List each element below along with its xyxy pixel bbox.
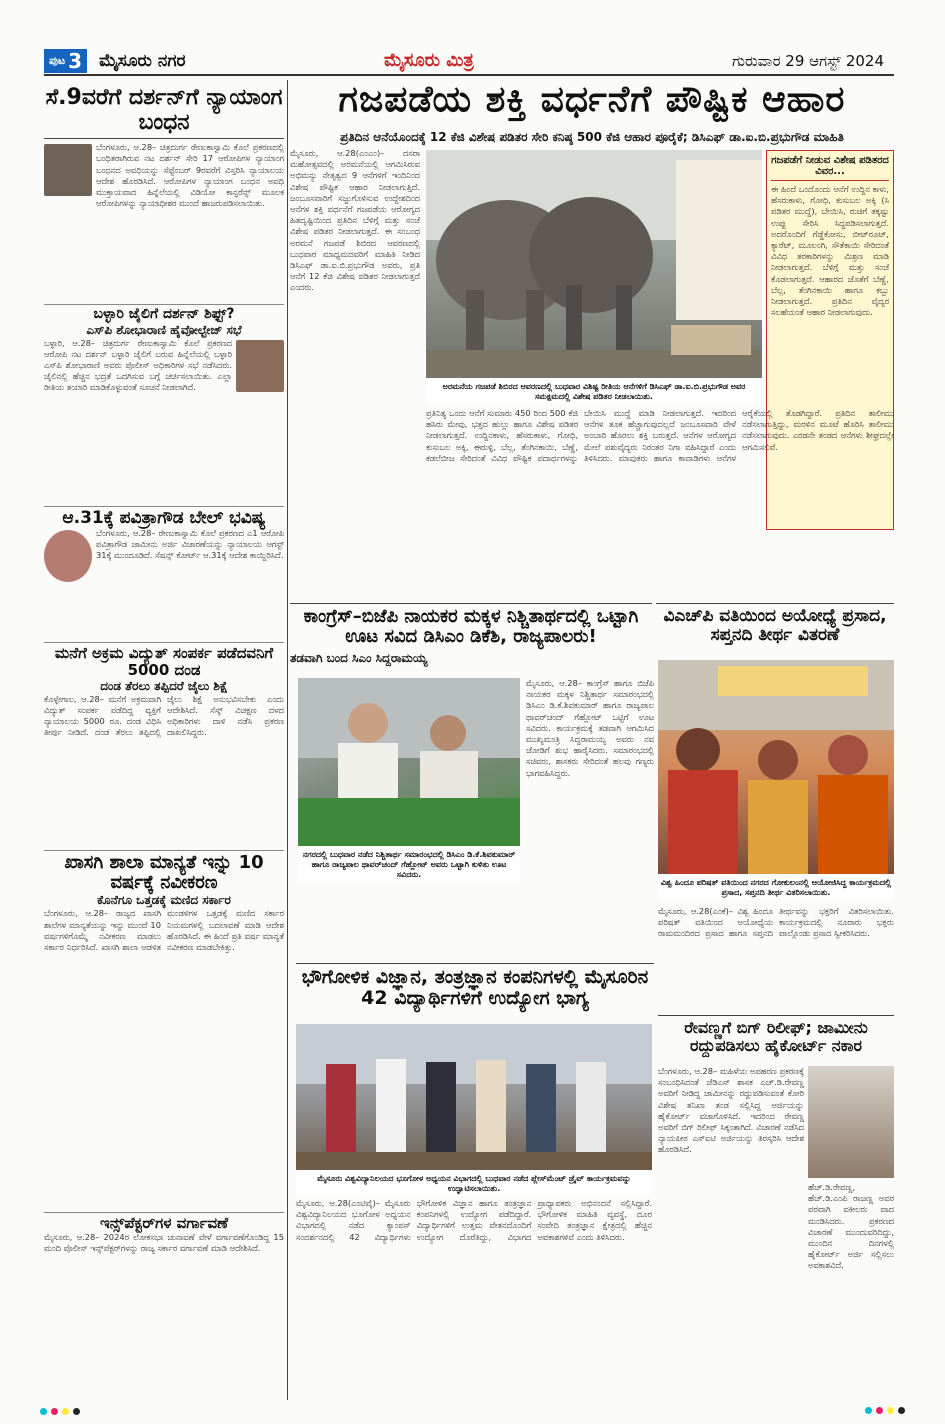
main-story-continued: ಪ್ರತಿನಿತ್ಯ ಒಂದು ಆನೆಗೆ ಸುಮಾರು 450 ರಿಂದ 500 ಕೆಜಿ ಹಸಿರು ಮೇವು, ಭತ್ತದ ಹುಲ್ಲು ಹಾಗೂ ವಿಶೇಷ ಪಡಿತರ ನೀಡಲಾಗುತ್ತದೆ. ಉದ್ದಿನಕಾಳು, ಹೆಸರುಕಾಳು, ಗೋಧಿ, ಕುಸುಬಲ ಅಕ್ಕಿ, ಈರುಳ್ಳಿ, ಬೆಲ್ಲ, ತೆಂಗಿನಕಾಯಿ, ಬೆಣ್ಣೆ, ಕಡಲೆಬೀಜ ಸೇರಿದಂತೆ ವಿವಿಧ ಪೌಷ್ಟಿಕ ಪದಾರ್ಥಗಳನ್ನು ಬೇಯಿಸಿ ಮುದ್ದೆ ಮಾಡಿ ನೀಡಲಾಗುತ್ತದೆ. ಇದರಿಂದ ಆನೆಗಳ ತೂಕ ಹೆಚ್ಚಾಗುವುದಲ್ಲದೆ ಜಂಬೂಸವಾರಿ ವೇಳೆ ಅಂಬಾರಿ ಹೊರಲು ಶಕ್ತಿ ಬರುತ್ತದೆ. ಆನೆಗಳ ಆರೋಗ್ಯದ ಮೇಲೆ ಪಶುವೈದ್ಯರು ನಿರಂತರ ನಿಗಾ ವಹಿಸಿದ್ದಾರೆ ಎಂದು ತಿಳಿಸಿದರು. ಮಾವುತರು ಹಾಗೂ ಕಾವಾಡಿಗಳು ಆನೆಗಳ ಆರೈಕೆಯಲ್ಲಿ ತೊಡಗಿದ್ದಾರೆ. ಪ್ರತಿದಿನ ತಾಲೀಮು ನಡೆಸಲಾಗುತ್ತಿದ್ದು, ಮರಳಿನ ಮೂಟೆ ಹೊರಿಸಿ ತಾಲೀಮು ನಡೆಸಲಾಗುವುದು. ಎರಡನೇ ತಂಡದ ಆನೆಗಳು ಶೀಘ್ರದಲ್ಲೇ ಆಗಮಿಸಲಿವೆ. [426, 408, 894, 463]
headline: ವಿಎಚ್‌ಪಿ ವತಿಯಿಂದ ಅಯೋಧ್ಯೆ ಪ್ರಸಾದ, ಸಪ್ತನದಿ ತೀರ್ಥ ವಿತರಣೆ [663, 606, 887, 646]
story-illegal-power [44, 640, 284, 840]
masthead [44, 48, 894, 76]
elephants-illustration [426, 150, 762, 378]
darshan-photo [44, 144, 92, 196]
main-headline: ಗಜಪಡೆಯ ಶಕ್ತಿ ವರ್ಧನೆಗೆ ಪೌಷ್ಟಿಕ ಆಹಾರ [338, 79, 846, 120]
story-body: ಬೆಂಗಳೂರು, ಆ.28– ರೇಣುಕಾಸ್ವಾಮಿ ಕೊಲೆ ಪ್ರಕರಣದ ಎ1 ಆರೋಪಿ ಪವಿತ್ರಾಗೌಡ ಜಾಮೀನು ಅರ್ಜಿ ವಿಚಾರಣೆಯನ್ನು ನ್ಯಾಯಾಲಯ ಆಗಸ್ಟ್ 31ಕ್ಕೆ ಮುಂದೂಡಿದೆ. ಸೆಷನ್ಸ್ ಕೋರ್ಟ್ ಆ.31ಕ್ಕೆ ಆದೇಶ ಕಾಯ್ದಿರಿಸಿದೆ. [96, 528, 284, 561]
revanna-story-body-continued: ಹೆಚ್.ಡಿ.ರೇವಣ್ಣ, ಹೆಚ್.ಡಿ.ಎಂಪಿ ರಾಜಣ್ಣ ಅವರ ಪರವಾಗಿ ವಕೀಲರು ವಾದ ಮಂಡಿಸಿದರು. ಪ್ರಕರಣದ ವಿಚಾರಣೆ ಮುಂದುವರಿದಿದ್ದು, ಮುಂದಿನ ದಿನಗಳಲ್ಲಿ ಹೈಕೋರ್ಟ್ ಅರ್ಜಿ ಸಲ್ಲಿಸಲು ಅವಕಾಶವಿದೆ. [808, 1182, 894, 1271]
congress-story-headline-box [290, 600, 652, 666]
jobs-story-body: ಮೈಸೂರು, ಆ.28(ಎಂಟಿವೈ)– ಮೈಸೂರು ವಿಶ್ವವಿದ್ಯಾನಿಲಯದ ಭೂಗೋಳ ಅಧ್ಯಯನ ವಿಭಾಗದಲ್ಲಿ ನಡೆದ ಕ್ಯಾಂಪಸ್ ಸಂದರ್ಶನದಲ್ಲಿ 42 ವಿದ್ಯಾರ್ಥಿಗಳು ಭೌಗೋಳಿಕ ವಿಜ್ಞಾನ ಹಾಗೂ ತಂತ್ರಜ್ಞಾನ ಕಂಪನಿಗಳಲ್ಲಿ ಉದ್ಯೋಗ ಪಡೆದಿದ್ದಾರೆ. ವಿದ್ಯಾರ್ಥಿಗಳಿಗೆ ಉತ್ತಮ ವೇತನದೊಂದಿಗೆ ಉದ್ಯೋಗ ದೊರೆತಿದ್ದು, ವಿಭಾಗದ ಪ್ರಾಧ್ಯಾಪಕರು ಅಭಿನಂದನೆ ಸಲ್ಲಿಸಿದ್ದಾರೆ. ಭೌಗೋಳಿಕ ಮಾಹಿತಿ ವ್ಯವಸ್ಥೆ, ದೂರ ಸಂವೇದಿ ತಂತ್ರಜ್ಞಾನ ಕ್ಷೇತ್ರದಲ್ಲಿ ಹೆಚ್ಚಿನ ಅವಕಾಶಗಳಿವೆ ಎಂದು ತಿಳಿಸಿದರು. [296, 1198, 652, 1242]
placement-photo [296, 1024, 652, 1170]
story-body: ಮೈಸೂರು, ಆ.28– 2024ರ ಲೋಕಸಭಾ ಚುನಾವಣೆ ವೇಳೆ ವರ್ಗಾವಣೆಗೊಂಡಿದ್ದ 15 ಮಂದಿ ಪೊಲೀಸ್ ಇನ್ಸ್‌ಪೆಕ್ಟರ್‌ಗಳನ್ನು ರಾಜ್ಯ ಸರ್ಕಾರ ವರ್ಗಾವಣೆ ಮಾಡಿ ಆದೇಶಿಸಿದೆ. [44, 1231, 284, 1253]
headline: ಆ.31ಕ್ಕೆ ಪವಿತ್ರಾಗೌಡ ಬೇಲ್ ಭವಿಷ್ಯ [62, 508, 266, 528]
story-body: ಬಳ್ಳಾರಿ, ಆ.28– ಚಿತ್ರದುರ್ಗ ರೇಣುಕಾಸ್ವಾಮಿ ಕೊಲೆ ಪ್ರಕರಣದ ಆರೋಪಿ ನಟ ದರ್ಶನ್ ಬಳ್ಳಾರಿ ಜೈಲಿಗೆ ಬರುವ ಹಿನ್ನೆಲೆಯಲ್ಲಿ ಬಳ್ಳಾರಿ ಎಸ್‌ಪಿ ಶೋಭಾರಾಣಿ ಅವರು ಪೊಲೀಸ್ ಅಧಿಕಾರಿಗಳ ಸಭೆ ನಡೆಸಿದರು. ಜೈಲಿನಲ್ಲಿ ಹೆಚ್ಚಿನ ಭದ್ರತೆ ಒದಗಿಸುವ ಬಗ್ಗೆ ಚರ್ಚಿಸಲಾಯಿತು. ಎಲ್ಲಾ ರೀತಿಯ ತಯಾರಿ ಮಾಡಿಕೊಳ್ಳುವಂತೆ ಸೂಚನೆ ನೀಡಲಾಗಿದೆ. [44, 337, 232, 393]
main-headline-box [290, 80, 894, 128]
headline: ಭೌಗೋಳಿಕ ವಿಜ್ಞಾನ, ತಂತ್ರಜ್ಞಾನ ಕಂಪನಿಗಳಲ್ಲಿ ಮೈಸೂರಿನ 42 ವಿದ್ಯಾರ್ಥಿಗಳಿಗೆ ಉದ್ಯೋಗ ಭಾಗ್ಯ [301, 966, 649, 1010]
color-registration-dots-right [861, 1399, 905, 1418]
headline: ರೇವಣ್ಣಗೆ ಬಿಗ್ ರಿಲೀಫ್; ಜಾಮೀನು ರದ್ದುಪಡಿಸಲು ಹೈಕೋರ್ಟ್ ನಕಾರ [684, 1018, 868, 1055]
vhp-story-headline-box [656, 600, 894, 645]
headline: ಕಾಂಗ್ರೆಸ್–ಬಿಜೆಪಿ ನಾಯಕರ ಮಕ್ಕಳ ನಿಶ್ಚಿತಾರ್ಥದಲ್ಲಿ ಒಟ್ಟಾಗಿ ಊಟ ಸವಿದ ಡಿಸಿಎಂ ಡಿಕೆಶಿ, ರಾಜ್ಯಪಾಲರು! [303, 606, 639, 648]
story-bellary-jail [44, 302, 284, 498]
elephants-photo-caption: ಅರಮನೆಯ ಗಜಪಡೆ ಶಿಬಿರದ ಆವರಣದಲ್ಲಿ ಬುಧವಾರ ವಿಶಿಷ್ಟ ರೀತಿಯ ಆನೆಗಳಿಗೆ ಡಿಸಿಎಫ್ ಡಾ.ಐ.ಬಿ.ಪ್ರಭುಗೌಡ ಅವರ ಸಮಕ್ಷಮದಲ್ಲಿ ವಿಶೇಷ ಪಡಿತರ ನೀಡಲಾಯಿತು. [426, 380, 762, 404]
story-private-school [44, 848, 284, 1158]
subheadline: ತಡವಾಗಿ ಬಂದ ಸಿಎಂ ಸಿದ್ದರಾಮಯ್ಯ [290, 651, 428, 666]
elephants-photo [426, 150, 762, 378]
sp-photo [236, 340, 284, 392]
section-name: ಮೈಸೂರು ನಗರ [99, 51, 186, 71]
headline: ಖಾಸಗಿ ಶಾಲಾ ಮಾನ್ಯತೆ ಇನ್ನು 10 ವರ್ಷಕ್ಕೆ ನವೀಕರಣ [64, 852, 264, 894]
story-pavithra-bail [44, 504, 284, 634]
subheadline: ಎಸ್‌ಪಿ ಶೋಭಾರಾಣಿ ಹೈವೋಲ್ಟೇಜ್ ಸಭೆ [86, 322, 242, 337]
story-inspector-transfer [44, 1210, 284, 1400]
main-story-body: ಮೈಸೂರು, ಆ.28(ಎಂಎಂ)– ದಸರಾ ಮಹೋತ್ಸವದಲ್ಲಿ ಅರಮನೆಯಲ್ಲಿ ಆಗಮಿಸಿರುವ ಅಭಿಮನ್ಯು ನೇತೃತ್ವದ 9 ಆನೆಗಳಿಗೆ ಇಂದಿನಿಂದ ವಿಶೇಷ ಪೌಷ್ಟಿಕ ಆಹಾರ ನೀಡಲಾಗುತ್ತಿದೆ. ಜಂಬೂಸವಾರಿಗೆ ಸಜ್ಜುಗೊಳಿಸುವ ಉದ್ದೇಶದಿಂದ ಆನೆಗಳ ಶಕ್ತಿ ವರ್ಧನೆಗೆ ಗಜಪಡೆಯ ಆರೋಗ್ಯದ ಹಿತದೃಷ್ಟಿಯಿಂದ ಪ್ರತಿದಿನ ಬೆಳಿಗ್ಗೆ ಮತ್ತು ಸಂಜೆ ವಿಶೇಷ ಪಡಿತರ ನೀಡಲಾಗುತ್ತದೆ. ಈ ಸಂಬಂಧ ಅರಮನೆ ಗಜಪಡೆ ಶಿಬಿರದ ಆವರಣದಲ್ಲಿ ಬುಧವಾರ ಮಾಧ್ಯಮದವರಿಗೆ ಮಾಹಿತಿ ನೀಡಿದ ಡಿಸಿಎಫ್ ಡಾ.ಐ.ಬಿ.ಪ್ರಭುಗೌಡ ಅವರು, ಪ್ರತಿ ಆನೆಗೆ 12 ಕೆಜಿ ವಿಶೇಷ ಪಡಿತರ ನೀಡಲಾಗುತ್ತದೆ ಎಂದರು. [290, 148, 420, 293]
page-label: ಪುಟ [49, 54, 66, 67]
main-subheadline: ಪ್ರತಿದಿನ ಆನೆಯೊಂದಕ್ಕೆ 12 ಕೆಜಿ ವಿಶೇಷ ಪಡಿತರ ಸೇರಿ ಕನಿಷ್ಠ 500 ಕೆಜಿ ಆಹಾರ ಪೂರೈಕೆ; ಡಿಸಿಎಫ್ ಡಾ.ಐ.ಬಿ.ಪ್ರಭುಗೌಡ ಮಾಹಿತಿ [340, 130, 844, 144]
story-body: ಕೊಳ್ಳೇಗಾಲ, ಆ.28– ಮನೆಗೆ ಅಕ್ರಮವಾಗಿ ವಿದ್ಯುತ್ ಸಂಪರ್ಕ ಪಡೆದಿದ್ದ ವ್ಯಕ್ತಿಗೆ ನ್ಯಾಯಾಲಯ 5000 ರೂ. ದಂಡ ವಿಧಿಸಿ ತೀರ್ಪು ನೀಡಿದೆ. ದಂಡ ತೆರಲು ತಪ್ಪಿದಲ್ಲಿ ಜೈಲು ಶಿಕ್ಷೆ ಅನುಭವಿಸಬೇಕು ಎಂದು ಆದೇಶಿಸಿದೆ. ಸೆಸ್ಕ್ ವಿಚಕ್ಷಣ ದಳದ ಅಧಿಕಾರಿಗಳು ದಾಳಿ ನಡೆಸಿ ಪ್ರಕರಣ ದಾಖಲಿಸಿದ್ದರು. [44, 693, 284, 738]
issue-date: ಗುರುವಾರ 29 ಆಗಸ್ಟ್ 2024 [732, 52, 884, 70]
story-darshan-custody [44, 86, 284, 296]
congress-story-body: ಮೈಸೂರು, ಆ.28– ಕಾಂಗ್ರೆಸ್ ಹಾಗೂ ಬಿಜೆಪಿ ನಾಯಕರ ಮಕ್ಕಳ ನಿಶ್ಚಿತಾರ್ಥ ಸಮಾರಂಭದಲ್ಲಿ ಡಿಸಿಎಂ ಡಿ.ಕೆ.ಶಿವಕುಮಾರ್ ಹಾಗೂ ರಾಜ್ಯಪಾಲ ಥಾವರ್‌ಚಂದ್ ಗೆಹ್ಲೋಟ್ ಒಟ್ಟಿಗೆ ಊಟ ಸವಿದರು. ಕಾರ್ಯಕ್ರಮಕ್ಕೆ ತಡವಾಗಿ ಆಗಮಿಸಿದ ಮುಖ್ಯಮಂತ್ರಿ ಸಿದ್ದರಾಮಯ್ಯ ಅವರು ನವ ಜೋಡಿಗೆ ಶುಭ ಹಾರೈಸಿದರು. ಸಮಾರಂಭದಲ್ಲಿ ಸಚಿವರು, ಶಾಸಕರು ಸೇರಿದಂತೆ ಹಲವು ಗಣ್ಯರು ಭಾಗವಹಿಸಿದ್ದರು. [526, 678, 654, 778]
prasada-photo-caption: ವಿಶ್ವ ಹಿಂದೂ ಪರಿಷತ್ ವತಿಯಿಂದ ನಗರದ ಗೋಕುಲಂನಲ್ಲಿ ಆಯೋಜಿಸಿದ್ದ ಕಾರ್ಯಕ್ರಮದಲ್ಲಿ ಪ್ರಸಾದ, ಸಪ್ತನದಿ ತೀರ್ಥ ವಿತರಿಸಲಾಯಿತು. [658, 876, 894, 900]
placement-illustration [296, 1024, 652, 1170]
paper-name: ಮೈಸೂರು ಮಿತ್ರ [384, 50, 474, 71]
box-body: ಈ ಹಿಂದೆ ಒಂದೊಂದು ಆನೆಗೆ ಉದ್ದಿನ ಕಾಳು, ಹೆಸರುಕಾಳು, ಗೋಧಿ, ಕುಸುಬಲ ಅಕ್ಕಿ (ಸಿ ಪಡಿತರ ಮುದ್ದೆ), ಬೇಯಿಸಿ, ರುಚಿಗೆ ತಕ್ಕಷ್ಟು ಉಪ್ಪು ಸೇರಿಸಿ ಸಿದ್ಧಪಡಿಸಲಾಗುತ್ತದೆ. ಅದರೊಂದಿಗೆ ಗೆಡ್ಡೆಕೋಸು, ಬೀಟ್‌ರೂಟ್, ಕ್ಯಾರೆಟ್, ಮೂಲಂಗಿ, ಸೌತೆಕಾಯಿ ಸೇರಿದಂತೆ ವಿವಿಧ ತರಕಾರಿಗಳನ್ನು ಮಿಶ್ರಣ ಮಾಡಿ ನೀಡಲಾಗುತ್ತದೆ. ಬೆಳಿಗ್ಗೆ ಮತ್ತು ಸಂಜೆ ಕೊಡಲಾಗುತ್ತದೆ. ಆಹಾರದ ಜೊತೆಗೆ ಬೆಣ್ಣೆ, ಬೆಲ್ಲ, ತೆಂಗಿನಕಾಯಿ ಹಾಗೂ ಕಬ್ಬು ನೀಡಲಾಗುತ್ತದೆ. ಪ್ರತಿದಿನ ವೈದ್ಯರ ಸಲಹೆಯಂತೆ ಆಹಾರ ನೀಡಲಾಗುವುದು. [771, 184, 889, 318]
pavithra-photo [44, 530, 92, 582]
engagement-illustration [298, 678, 520, 846]
revanna-story-body: ಬೆಂಗಳೂರು, ಆ.28– ಮಹಿಳೆಯ ಅಪಹರಣ ಪ್ರಕರಣಕ್ಕೆ ಸಂಬಂಧಿಸಿದಂತೆ ಜೆಡಿಎಸ್ ಶಾಸಕ ಎಚ್.ಡಿ.ರೇವಣ್ಣ ಅವರಿಗೆ ನೀಡಿದ್ದ ಜಾಮೀನನ್ನು ರದ್ದುಪಡಿಸುವಂತೆ ಕೋರಿ ವಿಶೇಷ ತನಿಖಾ ತಂಡ ಸಲ್ಲಿಸಿದ್ದ ಅರ್ಜಿಯನ್ನು ಹೈಕೋರ್ಟ್ ವಜಾಗೊಳಿಸಿದೆ. ಇದರಿಂದ ರೇವಣ್ಣ ಅವರಿಗೆ ಬಿಗ್ ರಿಲೀಫ್ ಸಿಕ್ಕಂತಾಗಿದೆ. ವಿಚಾರಣೆ ನಡೆಸಿದ ನ್ಯಾಯಪೀಠ ಎಸ್‌ಐಟಿ ಅರ್ಜಿಯನ್ನು ತಿರಸ್ಕರಿಸಿ ಆದೇಶ ಹೊರಡಿಸಿದೆ. [658, 1066, 804, 1155]
headline: ಬಳ್ಳಾರಿ ಜೈಲಿಗೆ ದರ್ಶನ್ ಶಿಫ್ಟ್? [93, 306, 235, 322]
revanna-photo [808, 1066, 894, 1178]
story-body: ಬೆಂಗಳೂರು, ಆ.28– ಚಿತ್ರದುರ್ಗ ರೇಣುಕಾಸ್ವಾಮಿ ಕೊಲೆ ಪ್ರಕರಣದಲ್ಲಿ ಬಂಧಿತರಾಗಿರುವ ನಟ ದರ್ಶನ್ ಸೇರಿ 17 ಆರೋಪಿಗಳ ನ್ಯಾಯಾಂಗ ಬಂಧನದ ಅವಧಿಯನ್ನು ಸೆಪ್ಟೆಂಬರ್ 9ರವರೆಗೆ ವಿಸ್ತರಿಸಿ ನ್ಯಾಯಾಲಯ ಆದೇಶ ಹೊರಡಿಸಿದೆ. ಆರೋಪಿಗಳ ನ್ಯಾಯಾಂಗ ಬಂಧನ ಅವಧಿ ಮುಕ್ತಾಯವಾದ ಹಿನ್ನೆಲೆಯಲ್ಲಿ ವಿಡಿಯೋ ಕಾನ್ಫರೆನ್ಸ್ ಮೂಲಕ ಆರೋಪಿಗಳನ್ನು ನ್ಯಾಯಾಧೀಶರ ಮುಂದೆ ಹಾಜರುಪಡಿಸಲಾಯಿತು. [96, 142, 284, 209]
left-column [44, 80, 284, 1400]
box-title: ಗಜಪಡೆಗೆ ನೀಡುವ ವಿಶೇಷ ಪಡಿತರದ ವಿವರ... [771, 155, 889, 181]
headline: ಇನ್ಸ್‌ಪೆಕ್ಟರ್‌ಗಳ ವರ್ಗಾವಣೆ [99, 1214, 229, 1232]
color-registration-dots-left [40, 1407, 84, 1418]
engagement-photo [298, 678, 520, 846]
headline: ಸೆ.9ವರೆಗೆ ದರ್ಶನ್‌ಗೆ ನ್ಯಾಯಾಂಗ ಬಂಧನ [45, 86, 283, 135]
headline: ಮನೆಗೆ ಅಕ್ರಮ ವಿದ್ಯುತ್ ಸಂಪರ್ಕ ಪಡೆದವನಿಗೆ 5000 ದಂಡ [54, 644, 274, 679]
vhp-story-body: ಮೈಸೂರು, ಆ.28(ಎಂಕೆ)– ವಿಶ್ವ ಹಿಂದೂ ಪರಿಷತ್ ವತಿಯಿಂದ ಅಯೋಧ್ಯೆಯ ರಾಮಮಂದಿರದ ಪ್ರಸಾದ ಹಾಗೂ ಸಪ್ತನದಿ ತೀರ್ಥವನ್ನು ಭಕ್ತರಿಗೆ ವಿತರಿಸಲಾಯಿತು. ಕಾರ್ಯಕ್ರಮದಲ್ಲಿ ನೂರಾರು ಭಕ್ತರು ಪಾಲ್ಗೊಂಡು ಪ್ರಸಾದ ಸ್ವೀಕರಿಸಿದರು. [658, 906, 894, 939]
prasada-photo [658, 660, 894, 874]
page-number: 3 [68, 49, 83, 73]
prasada-illustration [658, 660, 894, 874]
story-body: ಬೆಂಗಳೂರು, ಆ.28– ರಾಜ್ಯದ ಖಾಸಗಿ ಶಾಲೆಗಳ ಮಾನ್ಯತೆಯನ್ನು ಇನ್ನು ಮುಂದೆ 10 ವರ್ಷಗಳಿಗೊಮ್ಮೆ ನವೀಕರಣ ಮಾಡಲು ಸರ್ಕಾರ ನಿರ್ಧರಿಸಿದೆ. ಖಾಸಗಿ ಶಾಲಾ ಆಡಳಿತ ಮಂಡಳಿಗಳ ಒತ್ತಡಕ್ಕೆ ಮಣಿದ ಸರ್ಕಾರ ನಿಯಮಗಳಲ್ಲಿ ಬದಲಾವಣೆ ಮಾಡಿ ಆದೇಶ ಹೊರಡಿಸಿದೆ. ಈ ಹಿಂದೆ ಪ್ರತಿ ವರ್ಷ ಮಾನ್ಯತೆ ನವೀಕರಣ ಮಾಡಬೇಕಿತ್ತು. [44, 908, 284, 952]
subheadline: ದಂಡ ತೆರಲು ತಪ್ಪಿದರೆ ಜೈಲು ಶಿಕ್ಷೆ [100, 678, 228, 693]
revanna-story-headline-box [658, 1012, 894, 1055]
column-divider [287, 80, 288, 1400]
jobs-story-headline-box [296, 960, 654, 1010]
page-number-box [44, 49, 87, 73]
subheadline: ಕೊನೆಗೂ ಒತ್ತಡಕ್ಕೆ ಮಣಿದ ಸರ್ಕಾರ [97, 893, 231, 908]
engagement-photo-caption: ನಗರದಲ್ಲಿ ಬುಧವಾರ ನಡೆದ ನಿಶ್ಚಿತಾರ್ಥ ಸಮಾರಂಭದಲ್ಲಿ ಡಿಸಿಎಂ ಡಿ.ಕೆ.ಶಿವಕುಮಾರ್ ಹಾಗೂ ರಾಜ್ಯಪಾಲ ಥಾವರ್‌ಚಂದ್ ಗೆಹ್ಲೋಟ್ ಅವರು ಒಟ್ಟಾಗಿ ಕುಳಿತು ಊಟ ಸವಿದರು. [298, 848, 520, 882]
placement-photo-caption: ಮೈಸೂರು ವಿಶ್ವವಿದ್ಯಾನಿಲಯದ ಭೂಗೋಳ ಅಧ್ಯಯನ ವಿಭಾಗದಲ್ಲಿ ಬುಧವಾರ ನಡೆದ ಪ್ಲೇಸ್‌ಮೆಂಟ್ ಡ್ರೈವ್ ಕಾರ್ಯಕ್ರಮವನ್ನು ಉದ್ಘಾಟಿಸಲಾಯಿತು. [296, 1172, 652, 1196]
